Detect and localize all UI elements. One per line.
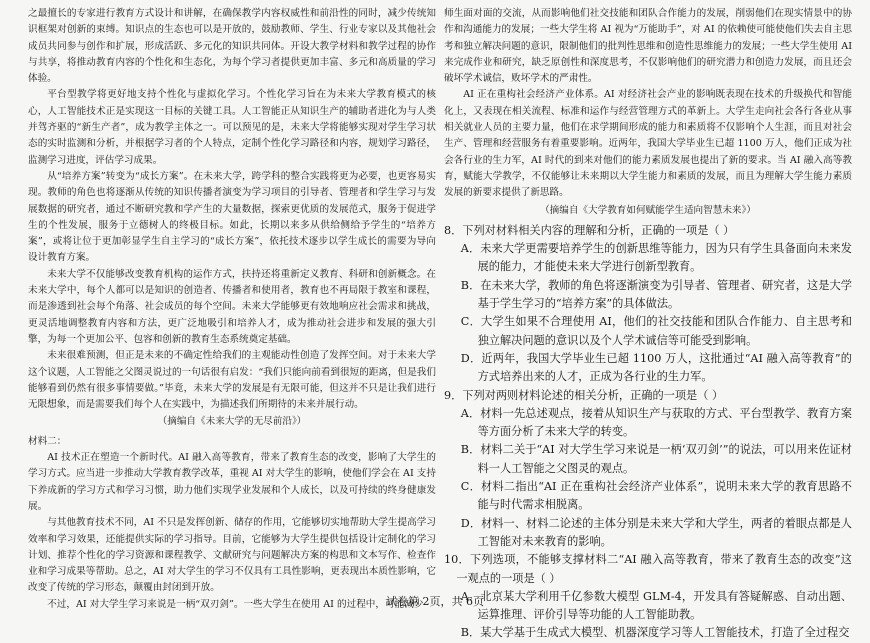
right-paragraph: 师生面对面的交流，从而影响他们社交技能和团队合作能力的发展，削弱他们在现实情景中的协作和沟通能力的发展；一些大学生将 AI 视为“万能助手”，对 AI 的依赖使可能使他们失去自主思考和独立解决问题的意识，限制他们的批判性思维和创造性思维能力的发展；一些大学生使用 AI 来完成作业和研究，缺乏原创性和深度思考，不仅影响他们的研究潜力和创造力发展，而且还会破坏学术诚信，败坏学术的严肃性。 <box>444 8 853 85</box>
right-paragraph: AI 正在重构社会经济产业体系。AI 对经济社会产业的影响既表现在技术的升级换代和智能化上，又表现在相关流程、标准和运作与经营管理方式的革新上。大学生走向社会各行各业从事相关就业人员的主要力量，他们在求学期间形成的能力和素质将不仅影响个人生涯，而且对社会生产、管理和经营服务有着重要影响。近两年，我国大学毕业生已超 1100 万人，他们正成为社会各行业的生力军，AI 时代的到来对他们的能力素质发展也提出了新的要求。当 AI 融入高等教育，赋能大学教学，不仅能够让未来期以大学生能力和素质的发展，而且为理解大学生能力素质发展的新要求提供了新思路。 <box>444 89 852 199</box>
questions-section <box>444 222 852 643</box>
source-citation: （摘编自《大学教育如何赋能学生适向智慧未来》） <box>540 204 756 216</box>
answer-option: C．材料二指出“AI 正在重构社会经济产业体系”，说明未来大学的教育思路不能与时代需求相脱离。 <box>460 480 852 512</box>
answer-option: C．大学生如果不合理使用 AI，他们的社交技能和团队合作能力、自主思考和独立解决问题的意识以及个人学术诚信等可能受到影响。 <box>460 315 852 347</box>
page-footer: 试卷第 2页，共 6页 <box>386 595 484 608</box>
left-paragraph: 从“培养方案”转变为“成长方案”。在未来大学，跨学科的整合实践将更为必要，也更容易实现。教师的角色也将逐渐从传统的知识传播者演变为学习项目的引导者、管理者和学生学习与发展数据的研究者，通过不断研究教和学产生的大量数据，探索更优质的发展范式，服务于促进学生的个性发展，服务于立德树人的终极目标。如此，长期以来多从供给侧给予学生的“培养方案”，或将让位于更加彰显学生自主学习的“成长方案”，依托技术逐步以学生成长的需要为导向设计教育方案。 <box>28 170 436 264</box>
left-paragraph: 未来大学不仅能够改变教育机构的运作方式，扶持还将重新定义教育、科研和创新概念。在未来大学中，每个人都可以是知识的创造者、传播者和使用者，教育也不再局限于教室和课程，而是渗透到社会每个角落、社会成员的每个空间。未来大学能够更有效地响应社会需求和挑战，更灵活地调整教育内容和方法，更广泛地吸引和培养人才，成为推动社会进步和发展的强大引擎，为每一个更加公平、包容和创新的教育生态系统奠定基础。 <box>28 268 436 345</box>
answer-option: B．在未来大学，教师的角色将逐渐演变为引导者、管理者、研究者，这是大学基于学生学习的“培养方案”的具体做法。 <box>460 278 852 311</box>
left-paragraph: 平台型教学将更好地支持个性化与虚拟化学习。个性化学习旨在为未来大学教育模式的核心，人工智能技术正是实现这一目标的关键工具。人工智能正从知识生产的辅助者进化为与人类并驾齐驱的“新生产者”，成为教学主体之一。可以预见的是，未来大学将能够实现对学生学习状态的实时监测和分析，并根据学习者的个人特点，定制个性化学习路径和内容，规划学习路径，监测学习进度，评估学习成果。 <box>28 89 436 166</box>
answer-option: A．北京某大学利用千亿参数大模型 GLM-4，开发具有答疑解惑、自动出题、运算推理、评价引导等功能的人工智能助教。 <box>460 589 852 622</box>
left-paragraph: 未来很难预测，但正是未来的不确定性给我们的主观能动性创造了发挥空间。对于未来大学这个议题，人工智能之父图灵说过的一句话很有启发：“我们只能向前看到很短的距离，但是我们能够看到仍然有很多事情要做。”毕竟，未来大学的发展是有无限可能，但这并不只是让我们进行无限想象，而是需要我们每个人在实践中，为描述我们所期待的未来并展行动。 <box>28 350 436 411</box>
left-paragraph: 之最擅长的专家进行教育方式设计和讲解，在确保教学内容权威性和前沿性的同时，减少传统知识框架对创新的束缚。知识点的生态也可以是开放的，鼓励教师、学生、行业专家以及其他社会成员共同参与创作和扩展，形成活跃、多元化的知识共同体。开设大教学材料和教学过程的协作与共享，将推动教育内容的个性化和生态化，为每个学习者提供更加丰富、多元和高质量的学习体验。 <box>28 8 436 85</box>
material-heading: 材料二： <box>28 435 67 447</box>
question-9 <box>444 387 852 552</box>
answer-option: D．近两年，我国大学毕业生已超 1100 万人，这批通过“AI 融入高等教育”的方式培养出来的人才，正成为各行业的生力军。 <box>460 351 852 384</box>
right-passage <box>444 6 852 219</box>
left-paragraph: AI 技术正在塑造一个新时代。AI 融入高等教育，带来了教育生态的改变，影响了大学生的学习方式。应当进一步推动大学教育教学改革，重视 AI 对大学生的影响，使他们学会在 AI 支持下养成新的学习方式和学习习惯，助力他们实现学业发展和个人成长，以及可持续的终身健康发展。 <box>28 452 436 512</box>
question-8 <box>444 222 852 387</box>
answer-option: D．材料一、材料二论述的主体分别是未来大学和大学生，两者的着眼点都是人工智能对未来教育的影响。 <box>460 516 852 548</box>
question-stem: 10．下列选项，不能够支撑材料二“AI 融入高等教育，带来了教育生态的改变”这一观点的一项是（ ） <box>444 553 852 585</box>
answer-option: B．材料二关于“AI 对大学生学习来说是一柄‘双刃剑’”的说法，可以用来佐证材料一人工智能之父图灵的观点。 <box>460 443 852 475</box>
source-citation: （摘编自《未来大学的无尽前沿》） <box>157 416 307 428</box>
answer-option: A．未来大学更需要培养学生的创新思维等能力，因为只有学生具备面向未来发展的能力，才能使未来大学进行创新型教育。 <box>460 242 852 274</box>
answer-option: B．某大学基于生成式大模型、机器深度学习等人工智能技术，打造了全过程交 <box>460 626 850 640</box>
answer-option: A．材料一先总述观点，接着从知识生产与获取的方式、平台型教学、教育方案等方面分析了未来大学的转变。 <box>460 406 852 439</box>
left-paragraph: 与其他教育技术不同，AI 不只是发挥创新、储存的作用，它能够切实地帮助大学生提高学习效率和学习效果，还能提供实际的学习指导。目前，它能够为大学生提供包括设计定制化的学习计划、推荐个性化的学习资源和课程教学、文献研究与问题解决方案的构思和文本写作、检查作业和学习成果等帮助。总之，AI 对大学生的学习不仅具有工具性影响，更表现出本质性影响，它改变了传统的学习形态，颠覆由封闭到开放。 <box>28 517 436 594</box>
question-stem: 9．下列对两则材料论述的相关分析，正确的一项是（ ） <box>444 388 724 402</box>
left-paragraph: 不过，AI 对大学生学习来说是一柄“双刃剑”。一些大学生在使用 AI 的过程中，可能减少 <box>47 598 424 610</box>
right-column <box>444 6 852 643</box>
left-column <box>28 6 436 613</box>
question-stem: 8．下列对材料相关内容的理解和分析，正确的一项是（ ） <box>444 223 735 237</box>
